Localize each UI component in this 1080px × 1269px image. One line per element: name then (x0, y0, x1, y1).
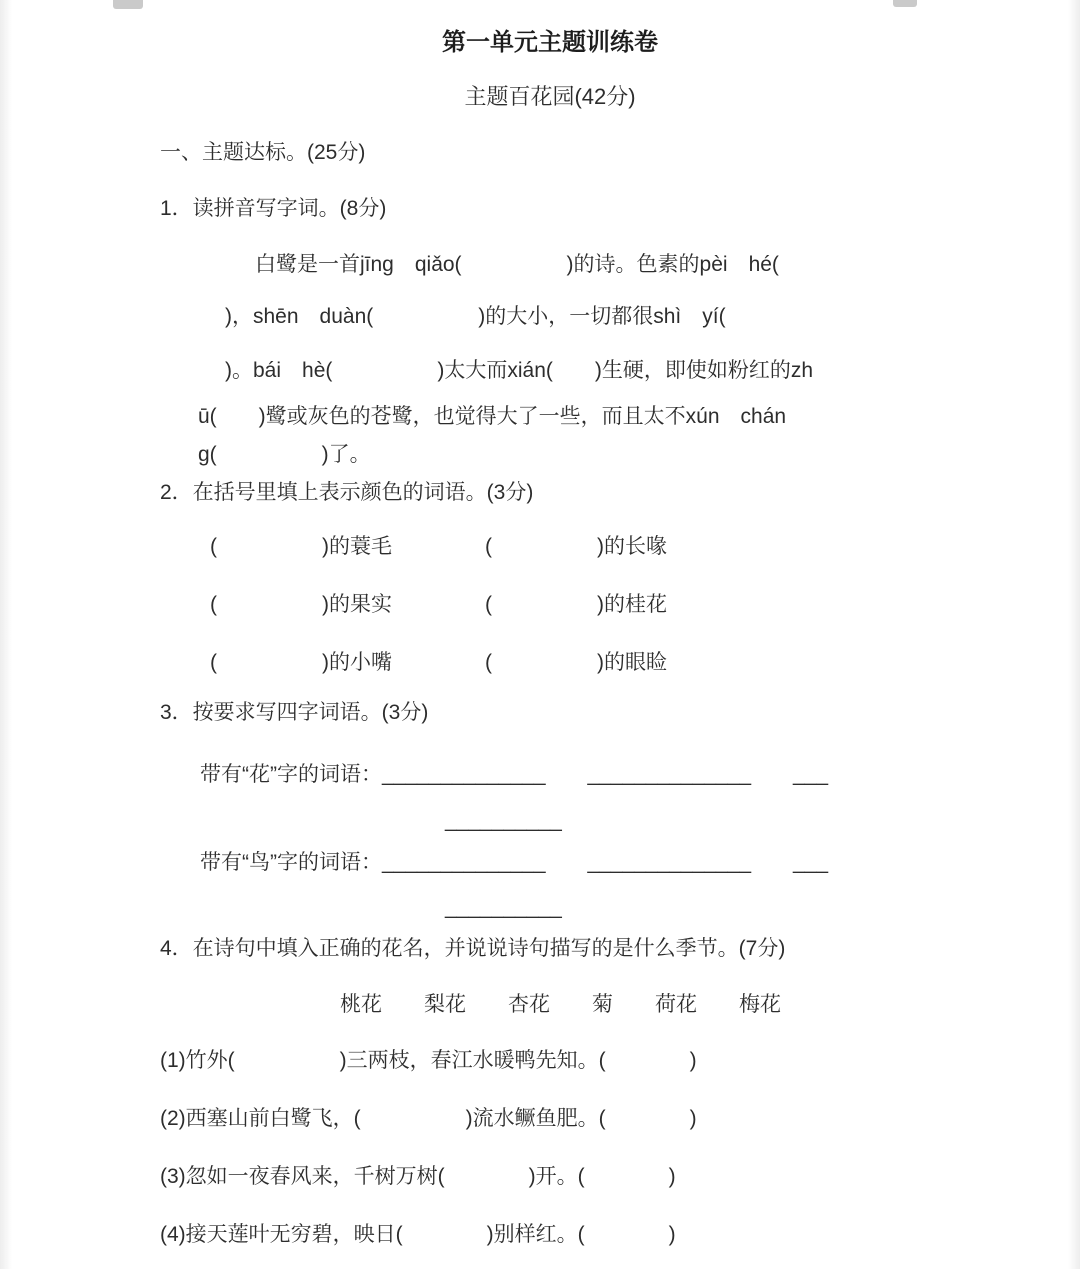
scan-artifact-right (893, 0, 917, 7)
q4-flower-options: 桃花 梨花 杏花 菊 荷花 梅花 (340, 993, 781, 1016)
q2-row-2 (210, 590, 940, 620)
q4-item-4: (4)接天莲叶无穷碧，映日( )别样红。( ) (160, 1223, 676, 1246)
scan-artifact-left (113, 0, 143, 9)
q1-pinyin-line-3: )。bái hè( )太大而xián( )生硬，即使如粉红的zh (225, 359, 814, 382)
q2-blank-changhui: ( )的长喙 (485, 535, 667, 558)
q2-blank-xiaozui: ( )的小嘴 (210, 651, 392, 674)
q1-pinyin-line-1: 白鹭是一首jīng qiǎo( )的诗。色素的pèi hé( (255, 253, 779, 276)
q3-bird-words-continuation: __________ (445, 896, 562, 919)
q2-row-3 (210, 648, 940, 678)
q1-pinyin-line-5: g( )了。 (198, 443, 371, 466)
question-2-heading: 2．在括号里填上表示颜色的词语。(3分) (160, 481, 534, 504)
q2-blank-guihua: ( )的桂花 (485, 593, 667, 616)
q1-pinyin-line-2: )，shēn duàn( )的大小，一切都很shì yí( (225, 305, 726, 328)
page-subtitle: 主题百花园(42分) (464, 84, 636, 109)
q3-flower-words-continuation: __________ (445, 809, 562, 832)
q4-item-2: (2)西塞山前白鹭飞，( )流水鳜鱼肥。( ) (160, 1107, 697, 1130)
question-3-heading: 3．按要求写四字词语。(3分) (160, 701, 429, 724)
q2-blank-suomao: ( )的蓑毛 (210, 535, 392, 558)
page-title: 第一单元主题训练卷 (442, 29, 658, 56)
q2-blank-guoshi: ( )的果实 (210, 593, 392, 616)
q2-blank-yanjian: ( )的眼睑 (485, 651, 667, 674)
section-1-heading: 一、主题达标。(25分) (160, 141, 366, 164)
q3-bird-words-line: 带有“鸟”字的词语：______________ ______________ ___ (200, 851, 829, 874)
q2-row-1 (210, 532, 940, 562)
q4-item-1: (1)竹外( )三两枝，春江水暖鸭先知。( ) (160, 1049, 697, 1072)
question-4-heading: 4．在诗句中填入正确的花名，并说说诗句描写的是什么季节。(7分) (160, 937, 786, 960)
q4-item-3: (3)忽如一夜春风来，千树万树( )开。( ) (160, 1165, 676, 1188)
question-1-heading: 1．读拼音写字词。(8分) (160, 197, 387, 220)
q1-pinyin-line-4: ū( )鹭或灰色的苍鹭，也觉得大了一些，而且太不xún chán (198, 405, 787, 428)
q3-flower-words-line: 带有“花”字的词语：______________ ______________ ___ (200, 763, 829, 786)
